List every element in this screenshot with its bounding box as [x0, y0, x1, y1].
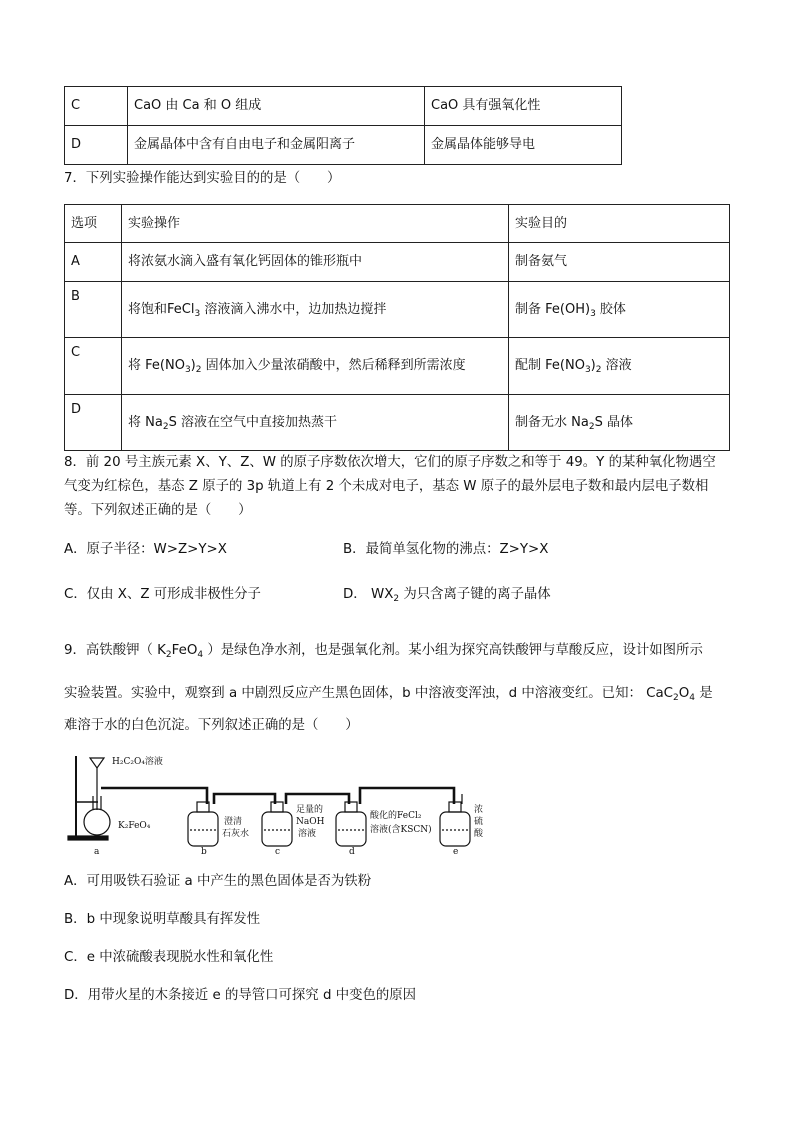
flask-a — [84, 809, 110, 835]
bottle-b — [188, 812, 218, 846]
stand-base — [68, 836, 108, 840]
q7-header-purpose: 实验目的 — [509, 205, 730, 243]
q6-table — [64, 86, 622, 165]
q9-option-b[interactable]: B．b 中现象说明草酸具有挥发性 — [64, 912, 261, 927]
q8-option-b[interactable]: B．最简单氢化物的沸点：Z>Y>X — [343, 542, 549, 557]
gas-tube-c-d — [286, 794, 349, 804]
funnel-label: H₂C₂O₄溶液 — [112, 757, 163, 767]
table1-row-c-col2: CaO 由 Ca 和 O 组成 — [128, 87, 425, 126]
bottle-c — [262, 812, 292, 846]
q7-row-c-operation: 将 $Fe(NO_3)_2$ 固体加入少量浓硝酸中，然后稀释到所需浓度 — [122, 338, 509, 395]
bottle-e-label-3: 酸 — [474, 829, 484, 839]
q7-row-a-purpose: 制备氨气 — [509, 243, 730, 282]
q9-line-2: 实验装置。实验中，观察到 a 中剧烈反应产生黑色固体，b 中溶液变浑浊，d 中溶液变红。已知： $CaC_2O_4$ 是 — [64, 686, 713, 703]
bottle-d-label-2: 溶液(含KSCN) — [370, 825, 432, 835]
q8-line-1: 8．前 20 号主族元素 X、Y、Z、W 的原子序数依次增大，它们的原子序数之和等于 49。Y 的某种氧化物遇空 — [64, 455, 716, 470]
q8-option-c[interactable]: C．仅由 X、Z 可形成非极性分子 — [64, 587, 261, 602]
q8-option-a[interactable]: A．原子半径：W>Z>Y>X — [64, 542, 227, 557]
q8-option-d[interactable]: D． $WX_2$ 为只含离子键的离子晶体 — [343, 587, 551, 604]
table1-row-c-key: C — [65, 87, 128, 126]
bottle-c-label-1: 足量的 — [296, 805, 324, 815]
q8-line-3: 等。下列叙述正确的是（ ） — [64, 503, 252, 518]
bottle-d-label-1: 酸化的FeCl₂ — [370, 811, 422, 821]
q7-table — [64, 204, 730, 451]
table1-row-c-col3: CaO 具有强氧化性 — [425, 87, 622, 126]
letter-a: a — [94, 847, 100, 856]
q9-line-1: 9．高铁酸钾（ $K_2FeO_4$ ）是绿色净水剂，也是强氧化剂。某小组为探究高铁酸钾与草酸反应，设计如图所示 — [64, 643, 703, 660]
bottle-c-label-2: NaOH — [296, 817, 325, 827]
q7-row-c-key: C — [65, 338, 122, 395]
bottle-e-label-2: 硫 — [474, 817, 484, 827]
gas-tube-d-e — [360, 788, 454, 804]
gas-tube-a-b — [101, 788, 207, 804]
gas-tube-b-c — [214, 794, 275, 804]
letter-d: d — [349, 847, 355, 856]
q7-row-a-key: A — [65, 243, 122, 282]
q9-line-3: 难溶于水的白色沉淀。下列叙述正确的是（ ） — [64, 718, 359, 733]
letter-c: c — [275, 847, 281, 856]
bottle-c-label-3: 溶液 — [298, 829, 317, 839]
q7-row-b-key: B — [65, 282, 122, 338]
q7-row-c-purpose: 配制 $Fe(NO_3)_2$ 溶液 — [509, 338, 730, 395]
bottle-b-label-2: 石灰水 — [222, 829, 250, 839]
q9-option-c[interactable]: C．e 中浓硫酸表现脱水性和氧化性 — [64, 950, 274, 965]
q7-row-d-purpose: 制备无水 $Na_2S$ 晶体 — [509, 395, 730, 451]
bottle-b-label-1: 澄清 — [224, 817, 243, 827]
dropping-funnel — [90, 758, 104, 768]
q7-header-option: 选项 — [65, 205, 122, 243]
q7-row-b-operation: 将饱和FeCl$_3$ 溶液滴入沸水中，边加热边搅拌 — [122, 282, 509, 338]
q7-stem: 7．下列实验操作能达到实验目的的是（ ） — [64, 171, 341, 186]
q9-option-a[interactable]: A．可用吸铁石验证 a 中产生的黑色固体是否为铁粉 — [64, 874, 372, 889]
bottle-e-label-1: 浓 — [474, 805, 484, 815]
q7-row-b-purpose: 制备 $Fe(OH)_3$ 胶体 — [509, 282, 730, 338]
q7-row-a-operation: 将浓氨水滴入盛有氧化钙固体的锥形瓶中 — [122, 243, 509, 282]
letter-b: b — [201, 847, 207, 856]
q7-header-operation: 实验操作 — [122, 205, 509, 243]
q8-line-2: 气变为红棕色，基态 Z 原子的 3p 轨道上有 2 个未成对电子，基态 W 原子的最外层电子数和最内层电子数相 — [64, 479, 709, 494]
q9-apparatus-figure — [64, 752, 484, 856]
table1-row-d-col3: 金属晶体能够导电 — [425, 126, 622, 165]
bottle-e — [440, 812, 470, 846]
table1-row-d-col2: 金属晶体中含有自由电子和金属阳离子 — [128, 126, 425, 165]
letter-e: e — [453, 847, 459, 856]
q7-row-d-operation: 将 $Na_2S$ 溶液在空气中直接加热蒸干 — [122, 395, 509, 451]
q9-option-d[interactable]: D．用带火星的木条接近 e 的导管口可探究 d 中变色的原因 — [64, 988, 417, 1003]
bottle-d — [336, 812, 366, 846]
table1-row-d-key: D — [65, 126, 128, 165]
flask-label: K₂FeO₄ — [118, 821, 151, 831]
q7-row-d-key: D — [65, 395, 122, 451]
